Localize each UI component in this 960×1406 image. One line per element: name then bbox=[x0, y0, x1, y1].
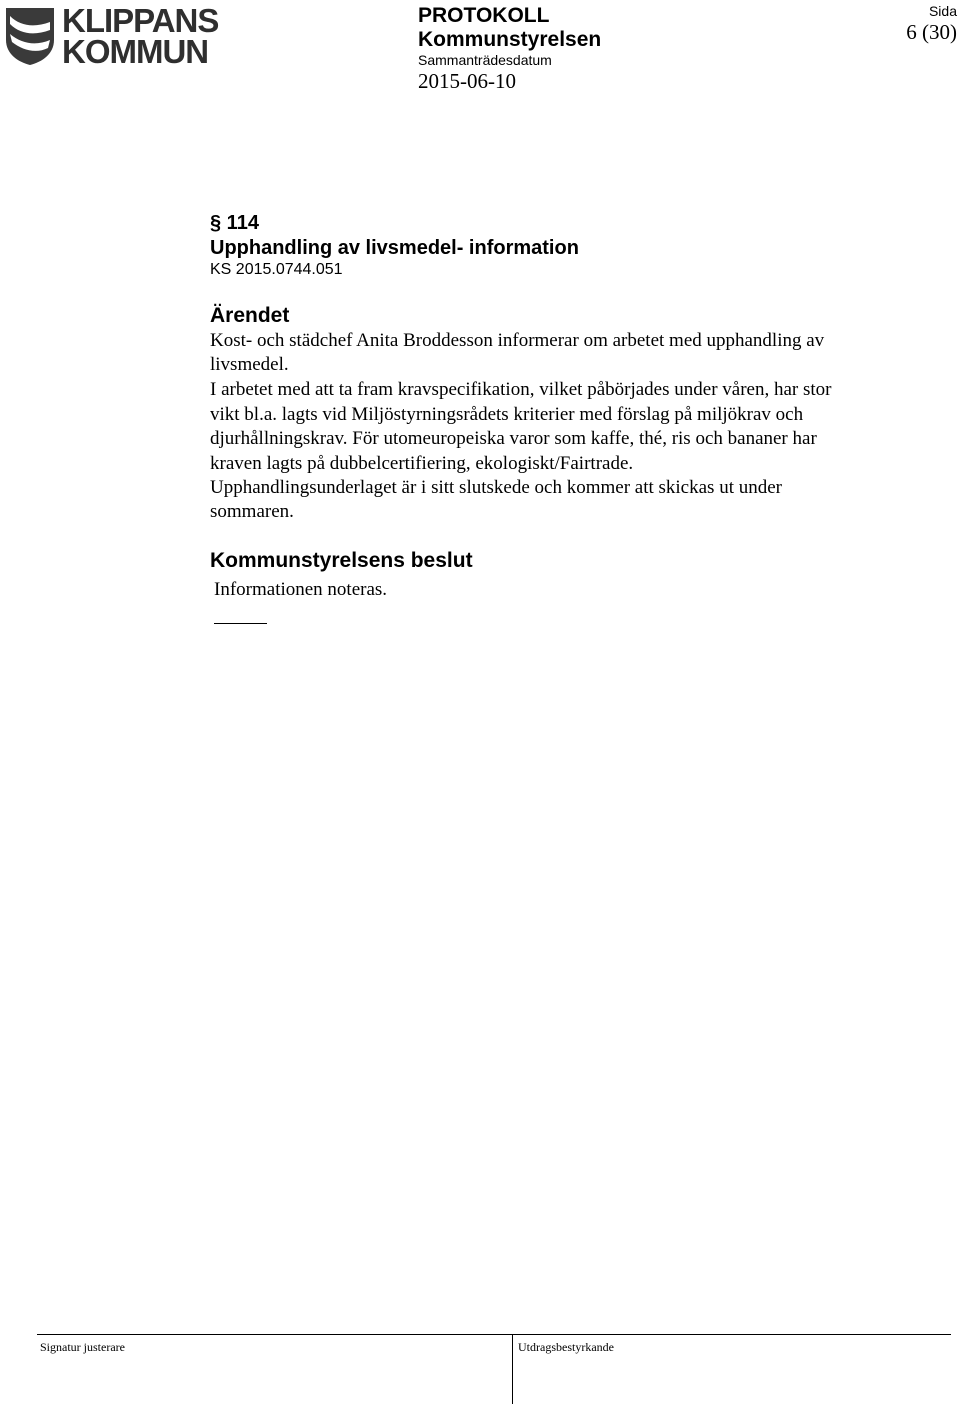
body-text-line: Upphandlingsunderlaget är i sitt slutskede och kommer att skickas ut under bbox=[210, 477, 782, 498]
footer-divider bbox=[512, 1334, 513, 1404]
logo-text-line-1: KLIPPANS bbox=[62, 2, 219, 39]
case-number: KS 2015.0744.051 bbox=[210, 261, 343, 278]
body-text-line: kraven lagts på dubbelcertifiering, ekologiskt/Fairtrade. bbox=[210, 453, 634, 474]
heading-arendet: Ärendet bbox=[210, 304, 290, 327]
body-text-line: djurhållningskrav. För utomeuropeiska varor som kaffe, thé, ris och bananer har bbox=[210, 428, 817, 449]
meeting-date: 2015-06-10 bbox=[418, 69, 516, 93]
body-text-line: I arbetet med att ta fram kravspecifikation, vilket påbörjades under våren, har stor bbox=[210, 379, 832, 400]
document-type: PROTOKOLL bbox=[418, 4, 550, 27]
body-text-line: sommaren. bbox=[210, 501, 294, 522]
body-text-line: Kost- och städchef Anita Broddesson informerar om arbetet med upphandling av bbox=[210, 330, 825, 351]
coat-of-arms-icon bbox=[4, 6, 56, 66]
signature-label: Signatur justerare bbox=[40, 1340, 125, 1354]
body-name: Kommunstyrelsen bbox=[418, 28, 602, 51]
body-text-line: livsmedel. bbox=[210, 354, 289, 375]
heading-decision: Kommunstyrelsens beslut bbox=[210, 549, 473, 572]
footer-rule-left bbox=[37, 1334, 512, 1335]
page-label: Sida bbox=[928, 3, 957, 19]
footer-rule-right bbox=[513, 1334, 951, 1335]
logo-text-line-2: KOMMUN bbox=[62, 33, 209, 70]
extract-certification-label: Utdragsbestyrkande bbox=[518, 1340, 614, 1354]
body-text-line: vikt bl.a. lagts vid Miljöstyrningsrådets kriterier med förslag på miljökrav och bbox=[210, 404, 804, 425]
section-title: Upphandling av livsmedel- information bbox=[210, 237, 579, 259]
end-rule-divider bbox=[214, 623, 267, 624]
page-number: 6 (30) bbox=[906, 20, 957, 44]
section-number: § 114 bbox=[210, 212, 259, 234]
date-label: Sammanträdesdatum bbox=[418, 52, 552, 68]
decision-text: Informationen noteras. bbox=[214, 579, 388, 600]
municipality-logo bbox=[4, 2, 219, 70]
